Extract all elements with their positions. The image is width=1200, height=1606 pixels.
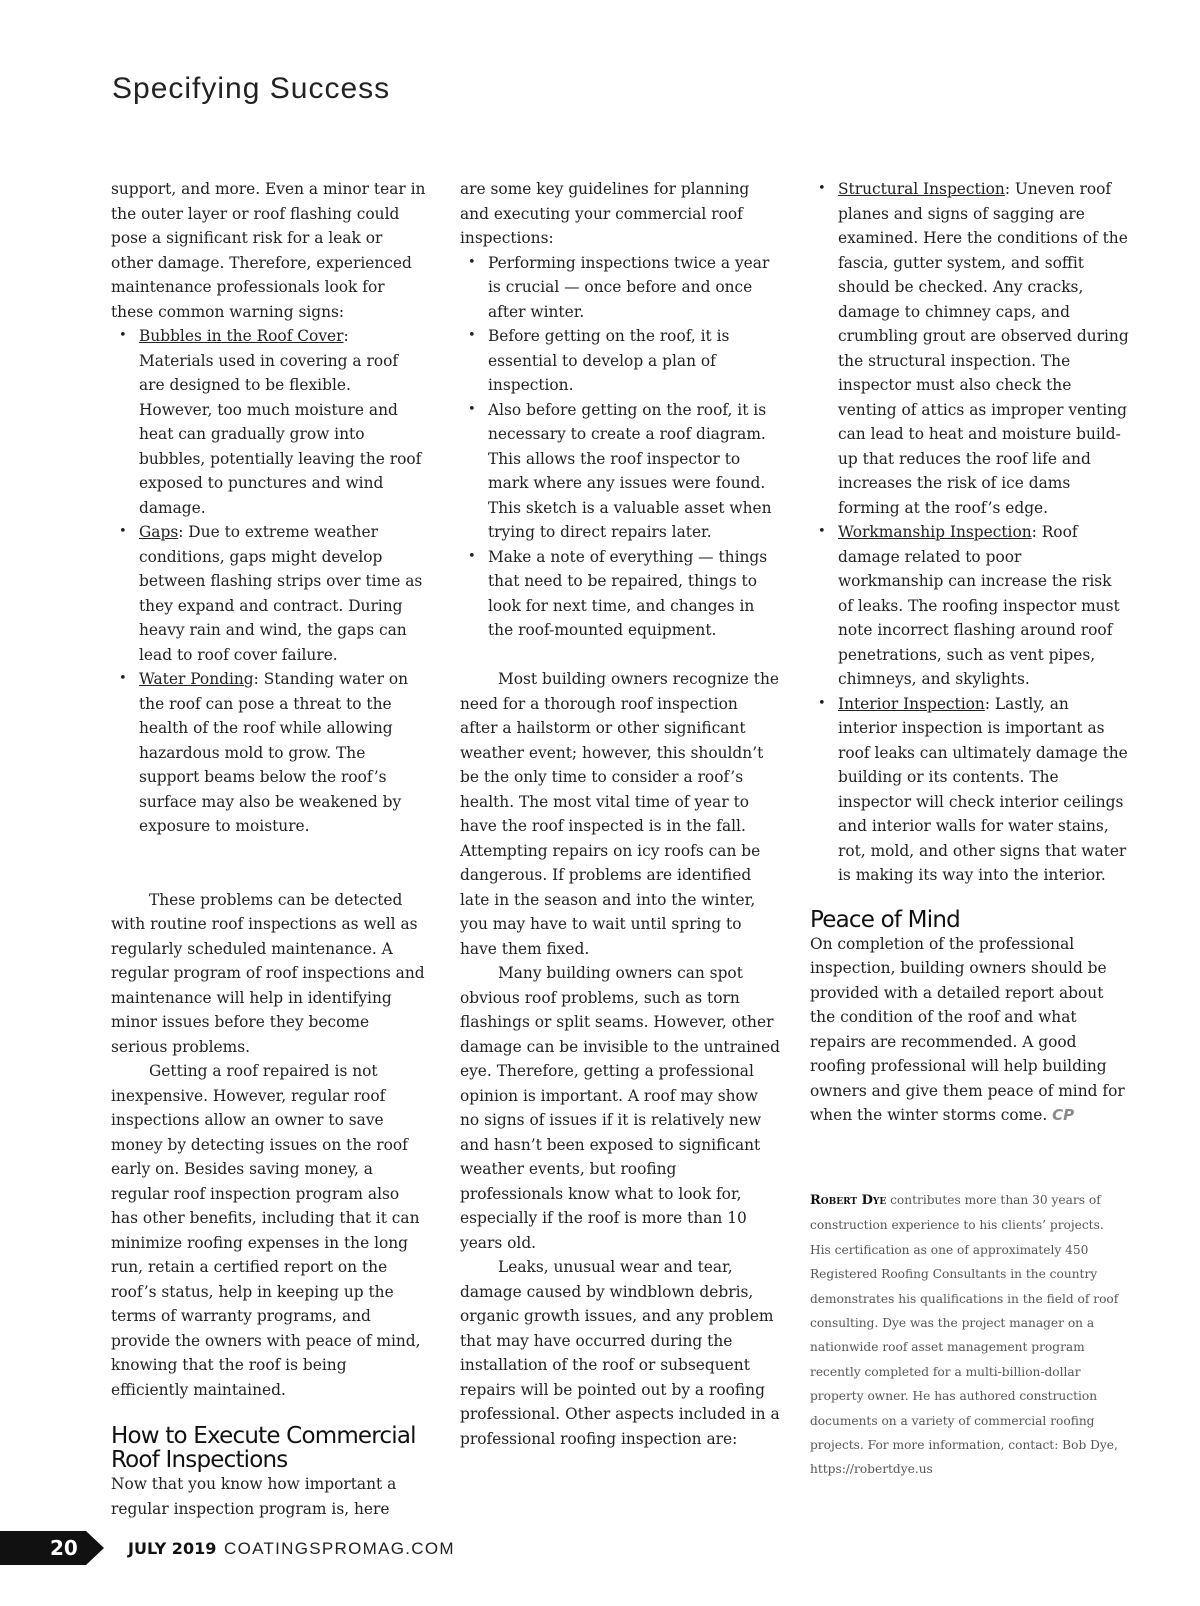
paragraph: Most building owners recognize the need for a thorough roof inspection after a hailstorm or other significant weather event; however, this shouldn’t be the only time to consider a roof’s health. The most vital time of year to have the roof inspected is in the fall. Attempting repairs on icy roofs can be dangerous. If problems are identified late in the season and into the winter, you may have to wait until spring to have them fixed. [460,670,779,958]
list-item [810,520,1130,692]
subheading-peace-of-mind: Peace of Mind [810,906,960,933]
paragraph [810,932,1130,1128]
paragraph: Getting a roof repaired is not inexpensive. However, regular roof inspections allow an owner to save money by detecting issues on the roof early on. Besides saving money, a regular roof inspection program also has other benefits, including that it can minimize roofing expenses in the long run, retain a certified report on the roof’s status, help in keeping up the terms of warranty programs, and provide the owners with peace of mind, knowing that the roof is being efficiently maintained. [111,1062,421,1399]
list-item [111,520,426,667]
subheading-how-to-execute: How to Execute Commercial Roof Inspections [111,1423,416,1473]
end-mark: CP [1052,1106,1075,1124]
list-item-term: Interior Inspection [838,694,985,713]
list-item-text: : Materials used in covering a roof are designed to be flexible. However, too much moisture and heat can gradually grow into bubbles, potentially leaving the roof exposed to punctures and wind damage. [139,327,422,517]
list-item-term: Structural Inspection [838,180,1005,198]
list-item [810,692,1130,888]
list-item: • Also before getting on the roof, it is necessary to create a roof diagram. This allows the roof inspector to mark where any issues were found. This sketch is a valuable asset when trying to direct repairs later. [460,398,780,545]
list-item-term: Gaps [139,523,179,541]
page-number: 20 [50,1536,78,1560]
list-item-term: Water Ponding [139,670,254,688]
issue-date: JULY 2019 [128,1539,217,1558]
paragraph: support, and more. Even a minor tear in the outer layer or roof flashing could pose a significant risk for a leak or other damage. Therefore, experienced maintenance professionals look for these common warning signs: [111,180,426,321]
guidelines-list [460,251,780,643]
list-item: • Before getting on the roof, it is essential to develop a plan of inspection. [460,324,780,398]
paragraph: Now that you know how important a regular inspection program is, here [111,1475,397,1518]
author-bio [810,1188,1120,1482]
paragraph: Many building owners can spot obvious roof problems, such as torn flashings or split seams. However, other damage can be invisible to the untrained eye. Therefore, getting a professional opinion is important. A roof may show no signs of issues if it is relatively new and hasn’t been exposed to significant weather events, but roofing professionals know what to look for, especially if the roof is more than 10 years old. [460,964,780,1252]
paragraph: These problems can be detected with routine roof inspections as well as regularly scheduled maintenance. A regular program of roof inspections and maintenance will help in identifying minor issues before they become serious problems. [111,890,425,1056]
warning-signs-list [111,324,426,839]
inspection-aspects-list [810,177,1130,888]
list-item [111,667,426,839]
paragraph: are some key guidelines for planning and executing your commercial roof inspections: [460,180,750,247]
page-footer [0,1531,600,1565]
list-item-term: Workmanship Inspection [838,523,1032,541]
list-item: • Performing inspections twice a year is crucial — once before and once after winter. [460,251,780,325]
paragraph-text: On completion of the professional inspection, building owners should be provided with a detailed report about the condition of the roof and what repairs are recommended. A good roofing professional will help building owners and give them peace of mind for when the winter storms come. [810,934,1125,1124]
list-item [111,324,426,520]
section-title: Specifying Success [112,72,391,105]
column-2 [460,177,780,1451]
list-item: • Make a note of everything — things that need to be repaired, things to look for next time, and changes in the roof-mounted equipment. [460,545,780,643]
column-3 [810,177,1130,1128]
list-item-text: : Due to extreme weather conditions, gaps might develop between flashing strips over time as they expand and contract. During heavy rain and wind, the gaps can lead to roof cover failure. [139,523,423,664]
list-item-text: : Roof damage related to poor workmanship can increase the risk of leaks. The roofing inspector must note incorrect flashing around roof penetrations, such as vent pipes, chimneys, and skylights. [838,523,1120,688]
paragraph: Leaks, unusual wear and tear, damage caused by windblown debris, organic growth issues, and any problem that may have occurred during the installation of the roof or subsequent repairs will be pointed out by a roofing professional. Other aspects included in a professional roofing inspection are: [460,1258,780,1448]
author-name: Robert Dye [810,1193,887,1208]
list-item-text: : Uneven roof planes and signs of sagging are examined. Here the conditions of the fascia, gutter system, and soffit should be checked. Any cracks, damage to chimney caps, and crumbling grout are observed during the structural inspection. The inspector must also check the venting of attics as improper venting can lead to heat and moisture build-up that reduces the roof life and increases the risk of ice dams forming at the roof’s edge. [838,180,1129,517]
website: COATINGSPROMAG.COM [224,1539,455,1558]
author-bio-text: contributes more than 30 years of construction experience to his clients’ projects. His certification as one of approximately 450 Registered Roofing Consultants in the country demonstrates his qualifications in the field of roof consulting. Dye was the project manager on a nationwide roof asset management program recently completed for a multi-billion-dollar property owner. He has authored construction documents on a variety of commercial roofing projects. For more information, contact: Bob Dye, https://robertdye.us [810,1193,1119,1477]
column-1 [111,177,426,1521]
list-item [810,177,1130,520]
list-item-text: : Lastly, an interior inspection is important as roof leaks can ultimately damage the building or its contents. The inspector will check interior ceilings and interior walls for water stains, rot, mold, and other signs that water is making its way into the interior. [838,694,1128,884]
list-item-term: Bubbles in the Roof Cover [139,327,344,345]
list-item-text: : Standing water on the roof can pose a threat to the health of the roof while allowing hazardous mold to grow. The support beams below the roof’s surface may also be weakened by exposure to moisture. [139,670,409,835]
